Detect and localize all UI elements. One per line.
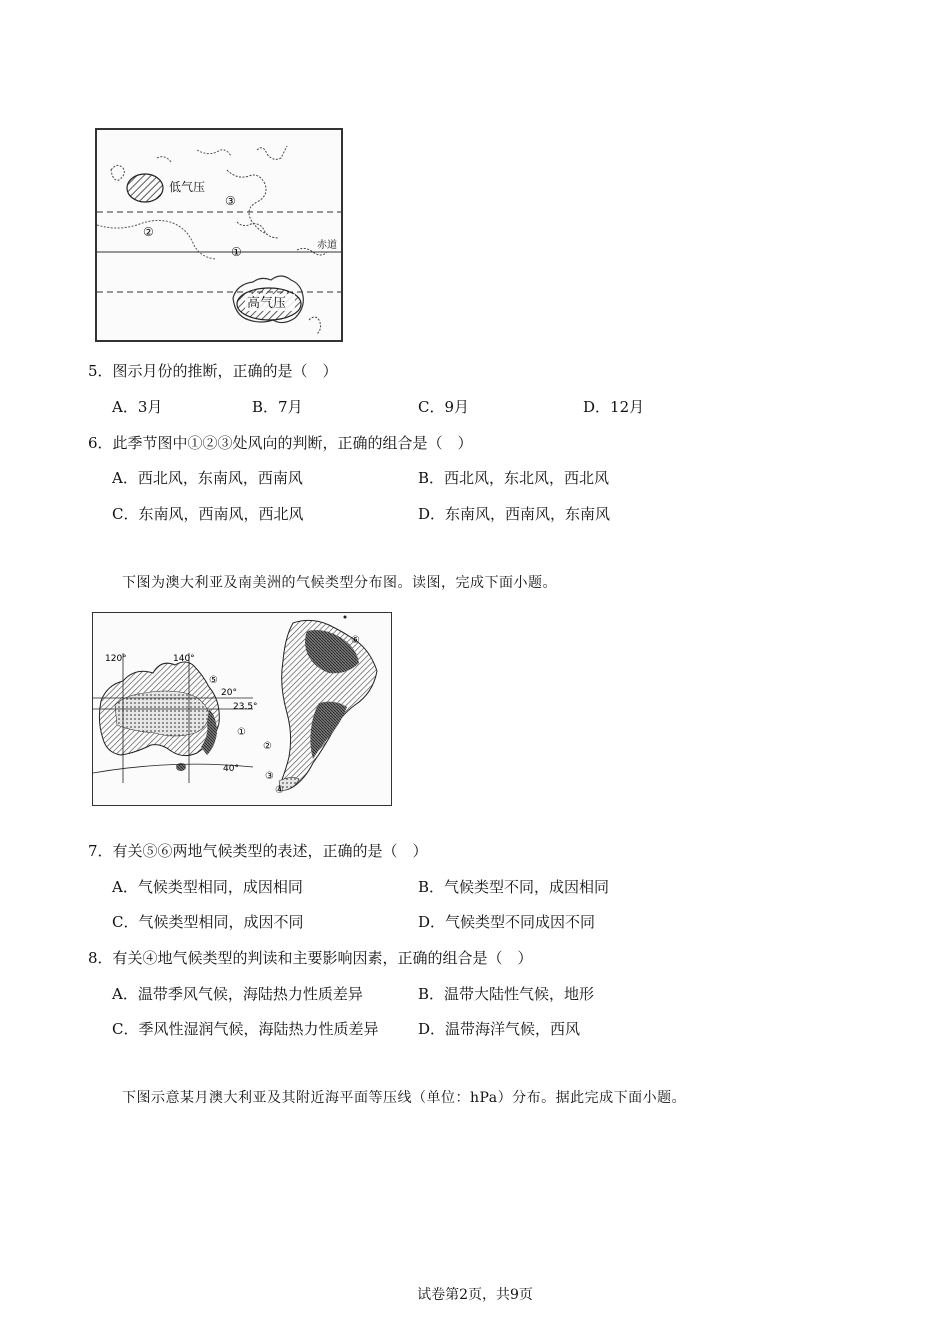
coast-fragment (111, 165, 124, 180)
climate-map-figure (92, 612, 392, 806)
question-6-option-b[interactable] (418, 468, 609, 488)
marker-5: ⑤ (209, 675, 218, 686)
question-6-stem: 6．此季节图中①②③处风向的判断，正确的组合是（ ） (88, 434, 473, 452)
marker-6: ⑥ (351, 635, 360, 646)
high-pressure-label: 高气压 (247, 296, 287, 311)
option-text: 气候类型不同，成因相同 (444, 878, 610, 896)
question-5-option-a[interactable] (112, 397, 162, 417)
climate-map (93, 613, 391, 805)
question-8-option-a[interactable] (112, 984, 363, 1004)
section-intro-isobar: 下图示意某月澳大利亚及其附近海平面等压线（单位：hPa）分布。据此完成下面小题。 (122, 1090, 687, 1106)
question-5-option-c[interactable] (418, 397, 469, 417)
option-text: 东南风，西南风，东南风 (445, 505, 611, 523)
question-5-stem: 5．图示月份的推断，正确的是（ ） (88, 362, 338, 380)
page-footer: 试卷第2页，共9页 (417, 1287, 533, 1303)
marker-2: ② (143, 225, 154, 239)
option-text: 东南风，西南风，西北风 (138, 505, 304, 523)
option-letter: A． (112, 985, 138, 1003)
option-letter: C． (418, 398, 445, 416)
question-6-option-a[interactable] (112, 468, 303, 488)
marker-2: ② (263, 741, 272, 752)
option-text: 气候类型不同成因不同 (445, 913, 596, 931)
question-8-stem: 8．有关④地气候类型的判读和主要影响因素，正确的组合是（ ） (88, 949, 533, 967)
question-7-option-b[interactable] (418, 877, 609, 897)
pressure-map-figure (95, 128, 343, 342)
label-lat-20: 20° (221, 688, 237, 698)
option-text: 温带海洋气候，西风 (445, 1020, 581, 1038)
option-text: 温带季风气候，海陆热力性质差异 (137, 985, 363, 1003)
label-lon-120: 120° (105, 654, 127, 664)
question-7-option-a[interactable] (112, 877, 303, 897)
low-pressure-zone (127, 174, 163, 202)
southeast-region (310, 702, 347, 759)
question-8-option-c[interactable] (112, 1019, 379, 1039)
marker-1: ① (231, 245, 242, 259)
option-text: 7月 (278, 398, 303, 416)
option-letter: A． (112, 469, 138, 487)
question-8-option-b[interactable] (418, 984, 594, 1004)
low-pressure-label: 低气压 (169, 180, 206, 194)
option-letter: D． (583, 398, 611, 416)
coast-india (97, 220, 215, 259)
option-letter: D． (418, 913, 446, 931)
question-7-stem: 7．有关⑤⑥两地气候类型的表述，正确的是（ ） (88, 842, 428, 860)
equator-label: 赤道 (317, 240, 337, 251)
option-text: 9月 (444, 398, 470, 416)
option-text: 西北风，东北风，西北风 (444, 469, 610, 487)
pressure-map (97, 130, 341, 340)
coast-newzealand (309, 317, 321, 334)
option-letter: B． (418, 985, 445, 1003)
option-text: 季风性湿润气候，海陆热力性质差异 (138, 1020, 379, 1038)
question-6-option-c[interactable] (112, 504, 304, 524)
question-8-option-d[interactable] (418, 1019, 580, 1039)
label-lat-23: 23.5° (233, 702, 258, 712)
marker-3: ③ (265, 771, 274, 782)
option-text: 西北风，东南风，西南风 (137, 469, 303, 487)
question-6-option-d[interactable] (418, 504, 610, 524)
option-letter: D． (418, 505, 446, 523)
option-letter: C． (112, 1020, 139, 1038)
option-letter: C． (112, 505, 139, 523)
coast-japan (257, 146, 287, 159)
marker-3: ③ (225, 194, 236, 208)
option-letter: B． (418, 469, 445, 487)
option-text: 12月 (610, 398, 645, 416)
question-5-option-b[interactable] (252, 397, 303, 417)
option-letter: B． (418, 878, 445, 896)
option-text: 气候类型相同，成因相同 (137, 878, 303, 896)
option-letter: A． (112, 398, 138, 416)
coast-asia-north (157, 150, 231, 162)
question-7-option-c[interactable] (112, 912, 304, 932)
marker-4: ④ (275, 785, 284, 796)
label-lat-40: 40° (223, 764, 239, 774)
question-7-option-d[interactable] (418, 912, 595, 932)
coast-indonesia (237, 222, 279, 238)
option-letter: A． (112, 878, 138, 896)
marker-1: ① (237, 727, 246, 738)
question-5-option-d[interactable] (583, 397, 644, 417)
option-letter: B． (252, 398, 279, 416)
option-text: 气候类型相同，成因不同 (138, 913, 304, 931)
option-text: 温带大陆性气候，地形 (444, 985, 595, 1003)
option-letter: D． (418, 1020, 446, 1038)
section-intro-climate: 下图为澳大利亚及南美洲的气候类型分布图。读图，完成下面小题。 (122, 575, 557, 591)
label-lon-140: 140° (173, 654, 195, 664)
option-text: 3月 (137, 398, 163, 416)
option-letter: C． (112, 913, 139, 931)
